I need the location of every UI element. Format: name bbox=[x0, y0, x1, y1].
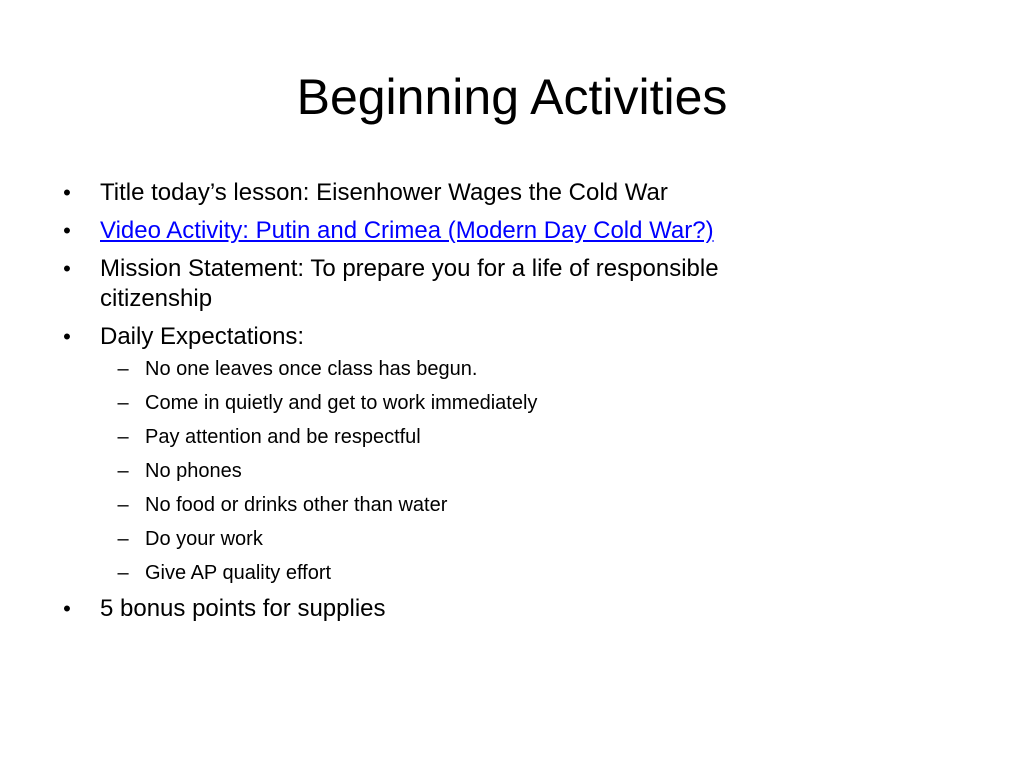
dash-icon: – bbox=[117, 358, 129, 380]
bullet-item-video-activity bbox=[57, 216, 957, 246]
sub-item-text: Do your work bbox=[145, 528, 263, 550]
sub-item bbox=[100, 424, 957, 450]
dash-icon: – bbox=[117, 494, 129, 516]
sub-item-text: Come in quietly and get to work immediately bbox=[145, 392, 538, 414]
sub-item bbox=[100, 526, 957, 552]
dash-icon: – bbox=[117, 426, 129, 448]
bullet-text-line-1: Mission Statement: To prepare you for a life of responsible bbox=[100, 255, 719, 282]
bullet-text: Title today’s lesson: Eisenhower Wages the Cold War bbox=[100, 179, 668, 206]
bullet-icon: • bbox=[63, 180, 71, 205]
bullet-item-lesson-title bbox=[57, 178, 957, 208]
video-activity-link[interactable]: Video Activity: Putin and Crimea (Modern Day Cold War?) bbox=[100, 217, 714, 244]
sub-item bbox=[100, 458, 957, 484]
bullet-item-mission-statement bbox=[57, 254, 957, 314]
dash-icon: – bbox=[117, 392, 129, 414]
bullet-text-line-2: citizenship bbox=[100, 285, 213, 312]
expectations-list bbox=[100, 356, 957, 586]
sub-item-text: Give AP quality effort bbox=[145, 562, 332, 584]
dash-icon: – bbox=[117, 460, 129, 482]
sub-item-text: Pay attention and be respectful bbox=[145, 426, 421, 448]
sub-item-text: No phones bbox=[145, 460, 242, 482]
bullet-item-bonus-points bbox=[57, 594, 957, 624]
slide-content bbox=[57, 178, 957, 632]
bullet-text: Daily Expectations: bbox=[100, 323, 305, 350]
slide-title: Beginning Activities bbox=[296, 69, 728, 125]
sub-item-text: No one leaves once class has begun. bbox=[145, 358, 478, 380]
bullet-item-daily-expectations bbox=[57, 322, 957, 586]
sub-item bbox=[100, 560, 957, 586]
bullet-text: 5 bonus points for supplies bbox=[100, 595, 386, 622]
dash-icon: – bbox=[117, 562, 129, 584]
sub-item bbox=[100, 356, 957, 382]
sub-item-text: No food or drinks other than water bbox=[145, 494, 448, 516]
sub-item bbox=[100, 492, 957, 518]
bullet-icon: • bbox=[63, 596, 71, 621]
bullet-icon: • bbox=[63, 256, 71, 281]
sub-item bbox=[100, 390, 957, 416]
bullet-list bbox=[57, 178, 957, 624]
bullet-icon: • bbox=[63, 218, 71, 243]
dash-icon: – bbox=[117, 528, 129, 550]
bullet-icon: • bbox=[63, 324, 71, 349]
